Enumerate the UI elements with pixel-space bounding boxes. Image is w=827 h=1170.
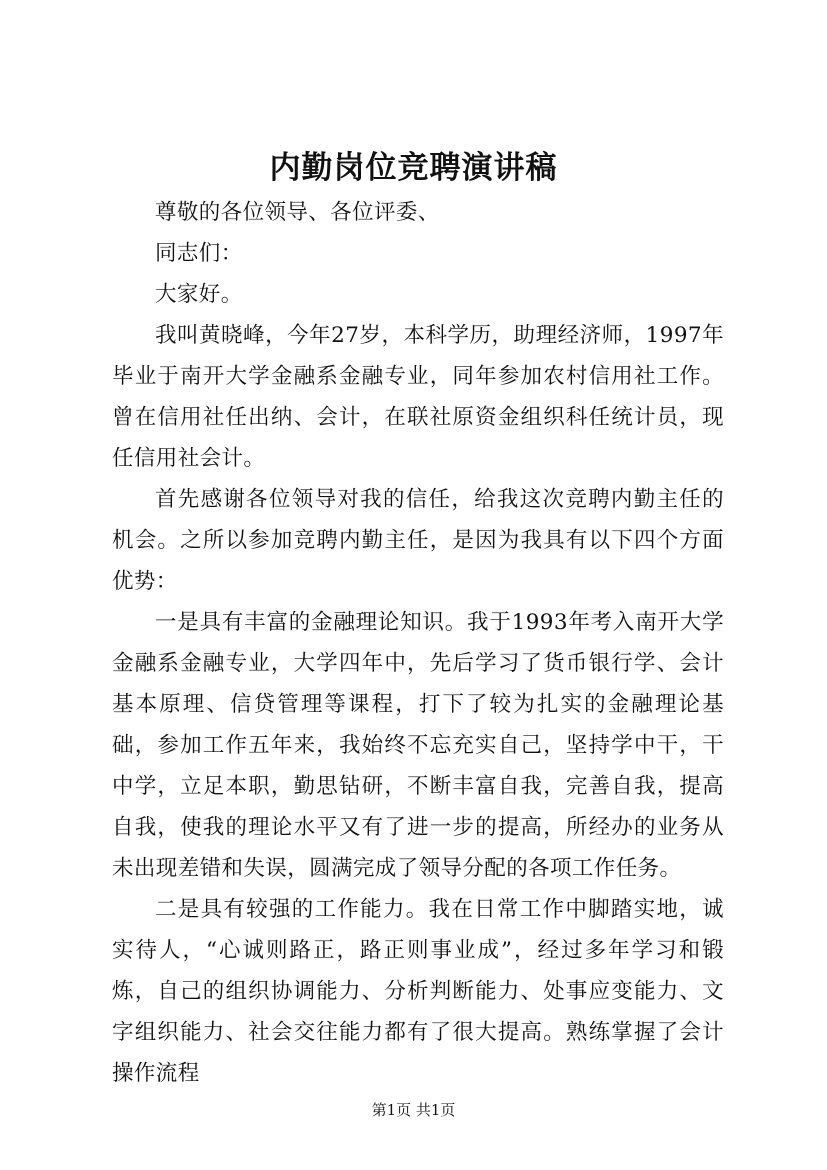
- paragraph-introduction: 我叫黄晓峰，今年27岁，本科学历，助理经济师，1997年毕业于南开大学金融系金融专业，同年参加农村信用社工作。曾在信用社任出纳、会计，在联社原资金组织科任统计员，现任信用社会计。: [112, 323, 724, 471]
- paragraph-greeting: 大家好。: [155, 282, 243, 307]
- paragraph-advantage-2: 二是具有较强的工作能力。我在日常工作中脚踏实地，诚实待人，“心诚则路正，路正则事业成”，经过多年学习和锻炼，自己的组织协调能力、分析判断能力、处事应变能力、文字组织能力、社会交往能力都有了很大提高。熟练掌握了会计操作流程: [112, 897, 724, 1086]
- paragraph-salutation-1: 尊敬的各位领导、各位评委、: [155, 200, 440, 225]
- paragraph-advantage-1: 一是具有丰富的金融理论知识。我于1993年考入南开大学金融系金融专业，大学四年中，先后学习了货币银行学、会计基本原理、信贷管理等课程，打下了较为扎实的金融理论基础，参加工作五年来，我始终不忘充实自己，坚持学中干，干中学，立足本职，勤思钻研，不断丰富自我，完善自我，提高自我，使我的理论水平又有了进一步的提高，所经办的业务从未出现差错和失误，圆满完成了领导分配的各项工作任务。: [112, 610, 724, 881]
- document-body: [112, 192, 724, 1094]
- paragraph-salutation-2: 同志们：: [155, 241, 243, 266]
- page-footer: 第1页 共1页: [371, 1101, 456, 1119]
- document-title: 内勤岗位竞聘演讲稿: [269, 150, 558, 186]
- paragraph-thanks: 首先感谢各位领导对我的信任，给我这次竞聘内勤主任的机会。之所以参加竞聘内勤主任，是因为我具有以下四个方面优势：: [112, 487, 724, 594]
